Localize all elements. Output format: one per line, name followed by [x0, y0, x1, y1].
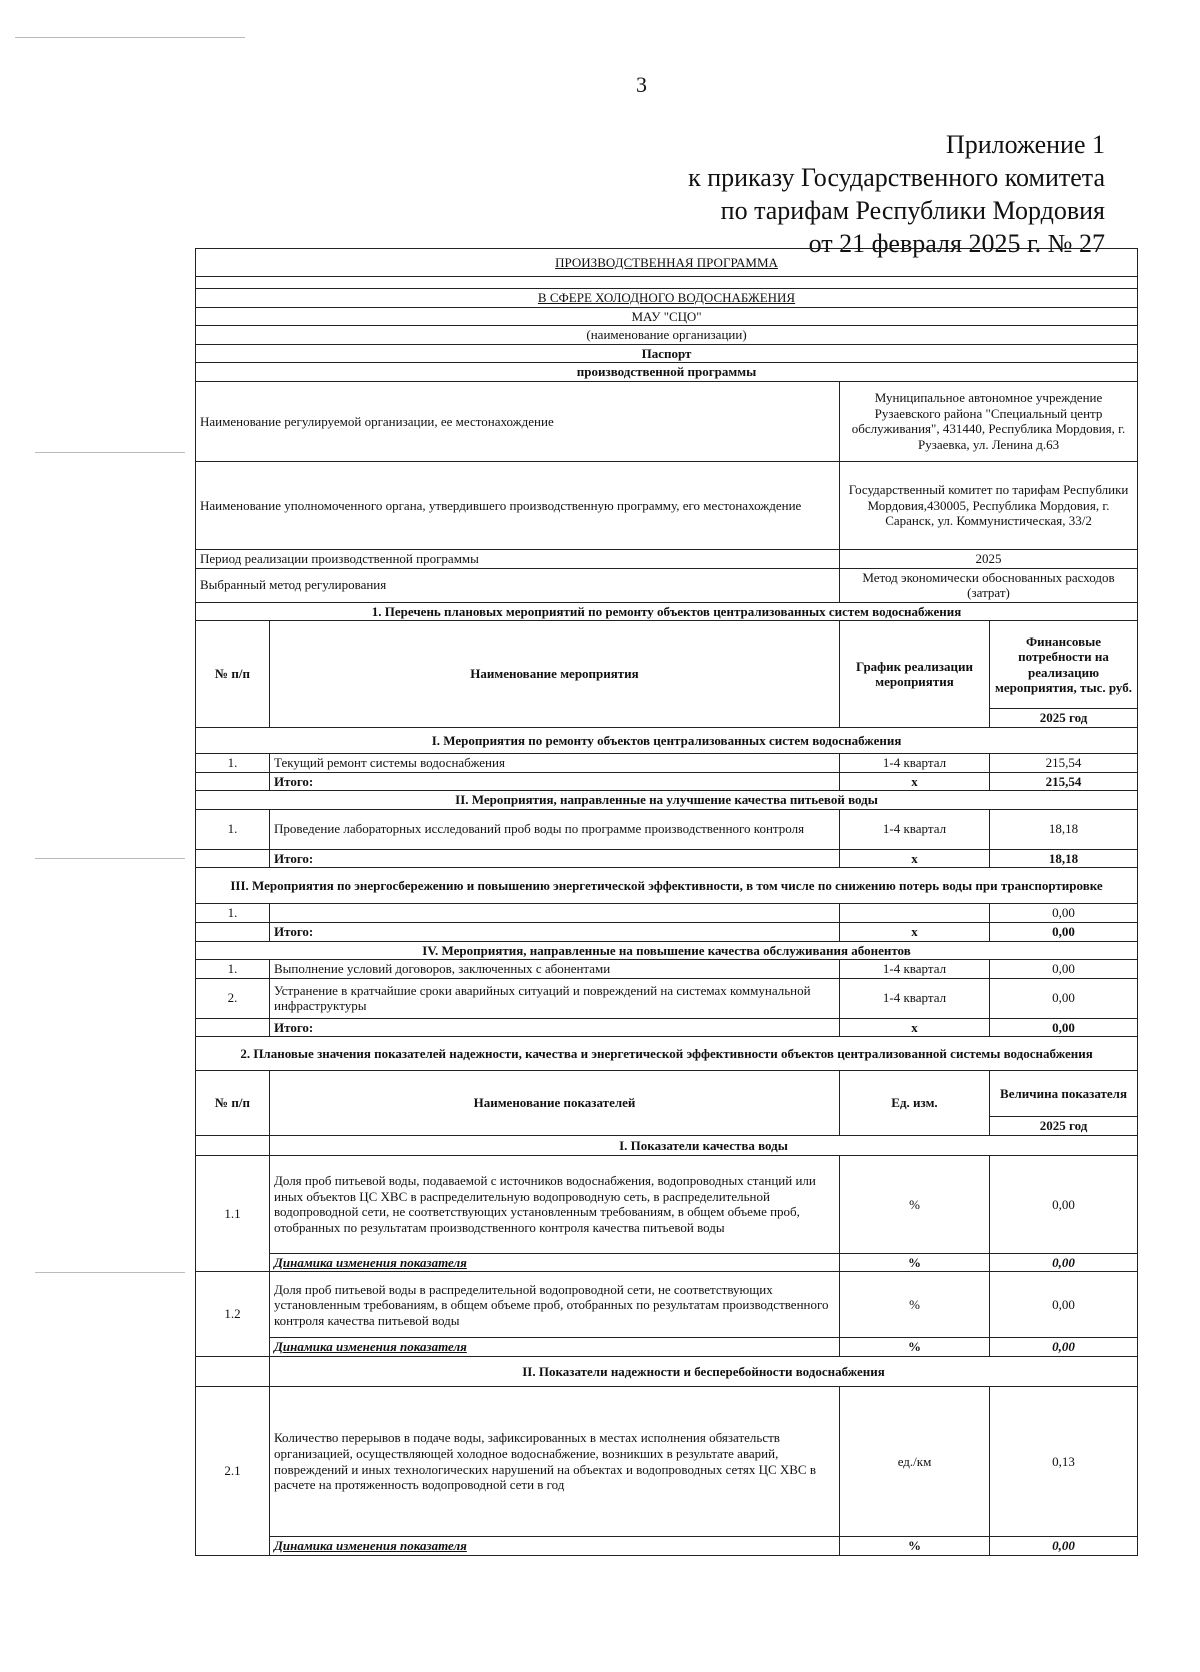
- total-x: х: [840, 922, 990, 941]
- total-empty: [196, 922, 270, 941]
- passport-title: Паспорт: [196, 344, 1138, 363]
- indicator-name: Доля проб питьевой воды, подаваемой с источников водоснабжения, водопроводных станций или иных объектов ЦС ХВС в распределительную водопроводную сеть, в распределительной водопроводной сети, не соответствующих установленным требованиям, в общем объеме проб, отобранных по результатам производственного контроля качества питьевой воды: [270, 1155, 840, 1253]
- row-schedule: [840, 904, 990, 923]
- program-title: ПРОИЗВОДСТВЕННАЯ ПРОГРАММА: [196, 249, 1138, 277]
- dynamics-unit: %: [840, 1537, 990, 1556]
- group-empty: [196, 1357, 270, 1387]
- table-row: [196, 978, 1138, 1018]
- total-label: Итого:: [270, 772, 840, 791]
- table-row: [196, 809, 1138, 849]
- appendix-line: от 21 февраля 2025 г. № 27: [808, 229, 1105, 258]
- indicator-name: Доля проб питьевой воды в распределительной водопроводной сети, не соответствующих установленным требованиям, в общем объеме проб, отобранных по результатам производственного контроля качества питьевой воды: [270, 1272, 840, 1338]
- appendix-line: по тарифам Республики Мордовия: [720, 196, 1105, 225]
- row-schedule: 1-4 квартал: [840, 978, 990, 1018]
- section1-col-name: Наименование мероприятия: [270, 621, 840, 728]
- row-no: 1.: [196, 809, 270, 849]
- dynamics-value: 0,00: [990, 1338, 1138, 1357]
- total-value: 0,00: [990, 1018, 1138, 1037]
- row-no: 1.: [196, 753, 270, 772]
- org-name: МАУ "СЦО": [196, 307, 1138, 326]
- row-value: 0,00: [990, 904, 1138, 923]
- table-row: [196, 904, 1138, 923]
- section2-title: 2. Плановые значения показателей надежности, качества и энергетической эффективности объектов централизованной системы водоснабжения: [196, 1037, 1138, 1071]
- dynamics-unit: %: [840, 1338, 990, 1357]
- indicator-no: 1.2: [196, 1272, 270, 1357]
- passport-subtitle: производственной программы: [196, 363, 1138, 382]
- total-row: [196, 849, 1138, 868]
- row-name: Текущий ремонт системы водоснабжения: [270, 753, 840, 772]
- total-empty: [196, 772, 270, 791]
- dynamics-label: Динамика изменения показателя: [270, 1338, 840, 1357]
- row-name: [270, 904, 840, 923]
- total-row: [196, 1018, 1138, 1037]
- page-number: 3: [636, 72, 647, 97]
- method-label: Выбранный метод регулирования: [196, 568, 840, 602]
- section1-title: 1. Перечень плановых мероприятий по ремонту объектов централизованных систем водоснабжения: [196, 602, 1138, 621]
- scan-artifact: [35, 452, 185, 453]
- dynamics-row: [196, 1537, 1138, 1556]
- total-value: 0,00: [990, 922, 1138, 941]
- section1-col-year: 2025 год: [990, 709, 1138, 728]
- scan-artifact: [15, 37, 245, 38]
- row-name: Выполнение условий договоров, заключенных с абонентами: [270, 960, 840, 979]
- dynamics-label: Динамика изменения показателя: [270, 1253, 840, 1272]
- indicator-unit: ед./км: [840, 1387, 990, 1537]
- row-schedule: 1-4 квартал: [840, 960, 990, 979]
- authority-label: Наименование уполномоченного органа, утвердившего производственную программу, его местонахождение: [196, 461, 840, 549]
- method-value: Метод экономически обоснованных расходов (затрат): [840, 568, 1138, 602]
- section1-col-finance: Финансовые потребности на реализацию мероприятия, тыс. руб.: [990, 621, 1138, 709]
- org-caption: (наименование организации): [196, 326, 1138, 345]
- section2-group-title: II. Показатели надежности и бесперебойности водоснабжения: [270, 1357, 1138, 1387]
- section1-group-title: III. Мероприятия по энергосбережению и повышению энергетической эффективности, в том числе по снижению потерь воды при транспортировке: [196, 868, 1138, 904]
- section1-group-title: I. Мероприятия по ремонту объектов централизованных систем водоснабжения: [196, 727, 1138, 753]
- row-value: 215,54: [990, 753, 1138, 772]
- section2-group-title: I. Показатели качества воды: [270, 1135, 1138, 1155]
- section1-col-no: № п/п: [196, 621, 270, 728]
- org-label: Наименование регулируемой организации, ее местонахождение: [196, 381, 840, 461]
- appendix-line: к приказу Государственного комитета: [688, 163, 1105, 192]
- section2-col-year: 2025 год: [990, 1117, 1138, 1136]
- row-no: 1.: [196, 960, 270, 979]
- org-value: Муниципальное автономное учреждение Рузаевского района "Специальный центр обслуживания", 431440, Республика Мордовия, г. Рузаевка, ул. Ленина д.63: [840, 381, 1138, 461]
- row-no: 2.: [196, 978, 270, 1018]
- passport-table: [195, 248, 1138, 1556]
- total-value: 18,18: [990, 849, 1138, 868]
- section1-col-schedule: График реализации мероприятия: [840, 621, 990, 728]
- total-empty: [196, 1018, 270, 1037]
- indicator-value: 0,00: [990, 1272, 1138, 1338]
- section1-group-title: II. Мероприятия, направленные на улучшение качества питьевой воды: [196, 791, 1138, 810]
- section1-group-title: IV. Мероприятия, направленные на повышение качества обслуживания абонентов: [196, 941, 1138, 960]
- row-value: 18,18: [990, 809, 1138, 849]
- row-no: 1.: [196, 904, 270, 923]
- scan-artifact: [35, 858, 185, 859]
- indicator-value: 0,13: [990, 1387, 1138, 1537]
- row-schedule: 1-4 квартал: [840, 809, 990, 849]
- section2-col-unit: Ед. изм.: [840, 1071, 990, 1136]
- authority-value: Государственный комитет по тарифам Республики Мордовия,430005, Республика Мордовия, г. Саранск, ул. Коммунистическая, 33/2: [840, 461, 1138, 549]
- indicator-no: 2.1: [196, 1387, 270, 1556]
- dynamics-row: [196, 1253, 1138, 1272]
- indicator-value: 0,00: [990, 1155, 1138, 1253]
- section2-col-value: Величина показателя: [990, 1071, 1138, 1117]
- period-label: Период реализации производственной программы: [196, 549, 840, 568]
- appendix-line: Приложение 1: [945, 130, 1105, 159]
- row-schedule: 1-4 квартал: [840, 753, 990, 772]
- scan-artifact: [35, 1272, 185, 1273]
- table-row: [196, 960, 1138, 979]
- dynamics-label: Динамика изменения показателя: [270, 1537, 840, 1556]
- production-program-document: [195, 248, 1137, 1556]
- total-row: [196, 772, 1138, 791]
- indicator-unit: %: [840, 1272, 990, 1338]
- total-x: х: [840, 1018, 990, 1037]
- dynamics-value: 0,00: [990, 1253, 1138, 1272]
- dynamics-row: [196, 1338, 1138, 1357]
- total-row: [196, 922, 1138, 941]
- section2-col-name: Наименование показателей: [270, 1071, 840, 1136]
- total-x: х: [840, 772, 990, 791]
- total-x: х: [840, 849, 990, 868]
- indicator-unit: %: [840, 1155, 990, 1253]
- total-label: Итого:: [270, 1018, 840, 1037]
- table-row: [196, 753, 1138, 772]
- program-subtitle: В СФЕРЕ ХОЛОДНОГО ВОДОСНАБЖЕНИЯ: [196, 289, 1138, 308]
- dynamics-unit: %: [840, 1253, 990, 1272]
- spacer-row: [196, 277, 1138, 289]
- total-empty: [196, 849, 270, 868]
- row-value: 0,00: [990, 978, 1138, 1018]
- indicator-row: [196, 1155, 1138, 1253]
- indicator-row: [196, 1387, 1138, 1537]
- dynamics-value: 0,00: [990, 1537, 1138, 1556]
- total-value: 215,54: [990, 772, 1138, 791]
- appendix-header: [688, 128, 1105, 260]
- period-value: 2025: [840, 549, 1138, 568]
- total-label: Итого:: [270, 849, 840, 868]
- group-empty: [196, 1135, 270, 1155]
- row-name: Устранение в кратчайшие сроки аварийных ситуаций и повреждений на системах коммунальной инфраструктуры: [270, 978, 840, 1018]
- section2-col-no: № п/п: [196, 1071, 270, 1136]
- indicator-name: Количество перерывов в подаче воды, зафиксированных в местах исполнения обязательств организацией, осуществляющей холодное водоснабжение, возникших в результате аварий, повреждений и иных технологических нарушений на объектах и водопроводных сетях ЦС ХВС в расчете на протяженность водопроводной сети в год: [270, 1387, 840, 1537]
- indicator-no: 1.1: [196, 1155, 270, 1272]
- indicator-row: [196, 1272, 1138, 1338]
- total-label: Итого:: [270, 922, 840, 941]
- row-name: Проведение лабораторных исследований проб воды по программе производственного контроля: [270, 809, 840, 849]
- row-value: 0,00: [990, 960, 1138, 979]
